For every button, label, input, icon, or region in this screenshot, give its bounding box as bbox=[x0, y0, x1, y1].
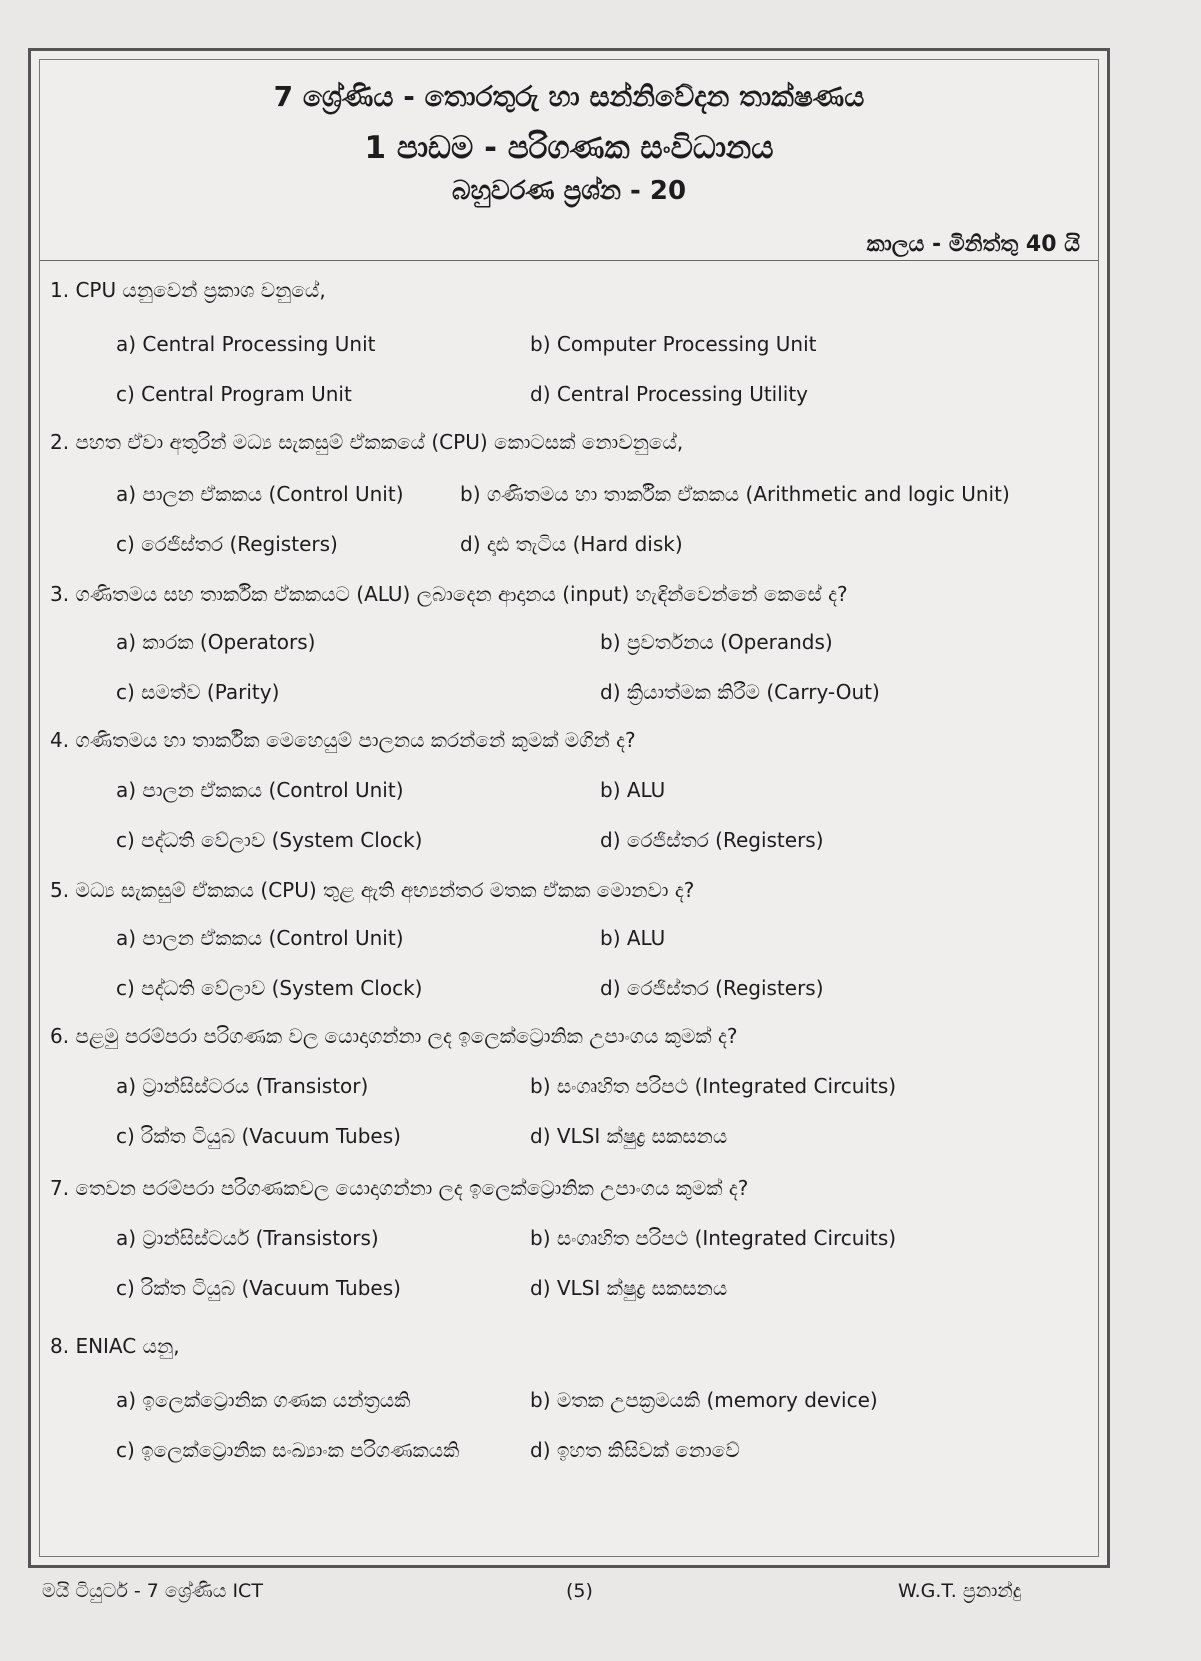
lesson-heading: 1 පාඩම - පරිගණක සංවිධානය bbox=[364, 130, 774, 166]
question-5: 5. මධ්‍ය සැකසුම් ඒකකය (CPU) තුළ ඇති අභ්‍යන්තර මතක ඒකක මොනවා ද? bbox=[50, 878, 695, 902]
q1-option-a: a) Central Processing Unit bbox=[116, 332, 376, 356]
q6-option-c: c) රික්ත ටියුබ (Vacuum Tubes) bbox=[116, 1124, 401, 1148]
q7-option-b: b) සංගෘහිත පරිපථ (Integrated Circuits) bbox=[530, 1226, 897, 1250]
q8-option-b: b) මතක උපක්‍රමයකි (memory device) bbox=[530, 1388, 878, 1412]
q5-option-b: b) ALU bbox=[600, 926, 666, 950]
question-3: 3. ගණිතමය සහ තාර්කික ඒකකයට (ALU) ලබාදෙන ආදානය (input) හැඳින්වෙන්නේ කෙසේ ද? bbox=[50, 582, 848, 606]
question-2: 2. පහත ඒවා අතුරින් මධ්‍ය සැකසුම් ඒකකයේ (CPU) කොටසක් නොවනුයේ, bbox=[50, 430, 684, 454]
worksheet-frame bbox=[28, 48, 1110, 1568]
q8-option-c: c) ඉලෙක්ට්‍රොනික සංඛ්‍යාංක පරිගණකයකි bbox=[116, 1438, 460, 1462]
q4-option-c: c) පද්ධති වේලාව (System Clock) bbox=[116, 828, 423, 852]
q6-option-b: b) සංගෘහිත පරිපථ (Integrated Circuits) bbox=[530, 1074, 897, 1098]
q4-option-d: d) රෙජිස්තර (Registers) bbox=[600, 828, 824, 852]
question-1: 1. CPU යනුවෙන් ප්‍රකාශ වනුයේ, bbox=[50, 278, 326, 302]
q6-option-a: a) ට්‍රාන්සිස්ටරය (Transistor) bbox=[116, 1074, 369, 1098]
q3-option-b: b) ප්‍රවර්තනය (Operands) bbox=[600, 630, 833, 654]
q8-option-d: d) ඉහත කිසිවක් නොවේ bbox=[530, 1438, 740, 1462]
question-8: 8. ENIAC යනු, bbox=[50, 1334, 180, 1358]
q5-option-d: d) රෙජිස්තර (Registers) bbox=[600, 976, 824, 1000]
q1-option-b: b) Computer Processing Unit bbox=[530, 332, 817, 356]
page-number: (5) bbox=[566, 1580, 593, 1602]
q6-option-d: d) VLSI ක්ෂුද්‍ර සකසනය bbox=[530, 1124, 728, 1148]
mcq-heading: බහුවරණ ප්‍රශ්න - 20 bbox=[451, 176, 687, 206]
time-allowed: කාලය - මිනිත්තු 40 යි bbox=[866, 232, 1080, 257]
q2-option-d: d) දෘඪ තැටිය (Hard disk) bbox=[460, 532, 683, 556]
q7-option-d: d) VLSI ක්ෂුද්‍ර සකසනය bbox=[530, 1276, 728, 1300]
q3-option-c: c) සමත්ව (Parity) bbox=[116, 680, 280, 704]
q1-option-c: c) Central Program Unit bbox=[116, 382, 352, 406]
q5-option-c: c) පද්ධති වේලාව (System Clock) bbox=[116, 976, 423, 1000]
footer-series-label: මයි ටියුටර් - 7 ශ්‍රේණිය ICT bbox=[42, 1580, 263, 1602]
author-name: W.G.T. ප්‍රනාන්දු bbox=[898, 1580, 1022, 1602]
header-divider bbox=[40, 260, 1098, 261]
question-6: 6. පළමු පරම්පරා පරිගණක වල යොදාගන්නා ලද ඉලෙක්ට්‍රොනික උපාංගය කුමක් ද? bbox=[50, 1024, 738, 1048]
q1-option-d: d) Central Processing Utility bbox=[530, 382, 809, 406]
q2-option-a: a) පාලන ඒකකය (Control Unit) bbox=[116, 482, 404, 506]
q7-option-a: a) ට්‍රාන්සිස්ටර්ය (Transistors) bbox=[116, 1226, 379, 1250]
question-7: 7. තෙවන පරම්පරා පරිගණකවල යොදාගන්නා ලද ඉලෙක්ට්‍රොනික උපාංගය කුමක් ද? bbox=[50, 1176, 749, 1200]
grade-subject-heading: 7 ශ්‍රේණිය - තොරතුරු හා සන්නිවේදන තාක්ෂණය bbox=[273, 80, 865, 113]
q4-option-a: a) පාලන ඒකකය (Control Unit) bbox=[116, 778, 404, 802]
q4-option-b: b) ALU bbox=[600, 778, 666, 802]
q2-option-c: c) රෙජිස්තර (Registers) bbox=[116, 532, 338, 556]
q5-option-a: a) පාලන ඒකකය (Control Unit) bbox=[116, 926, 404, 950]
q3-option-a: a) කාරක (Operators) bbox=[116, 630, 316, 654]
q8-option-a: a) ඉලෙක්ට්‍රොනික ගණක යන්ත්‍රයකි bbox=[116, 1388, 411, 1412]
q3-option-d: d) ක්‍රියාත්මක කිරීම (Carry-Out) bbox=[600, 680, 880, 704]
q2-option-b: b) ගණිතමය හා තාර්කික ඒකකය (Arithmetic and logic Unit) bbox=[460, 482, 1010, 506]
worksheet-inner-border bbox=[39, 59, 1099, 1557]
question-4: 4. ගණිතමය හා තාර්කික මෙහෙයුම් පාලනය කරන්නේ කුමක් මගින් ද? bbox=[50, 728, 636, 752]
q7-option-c: c) රික්ත ටියුබ (Vacuum Tubes) bbox=[116, 1276, 401, 1300]
